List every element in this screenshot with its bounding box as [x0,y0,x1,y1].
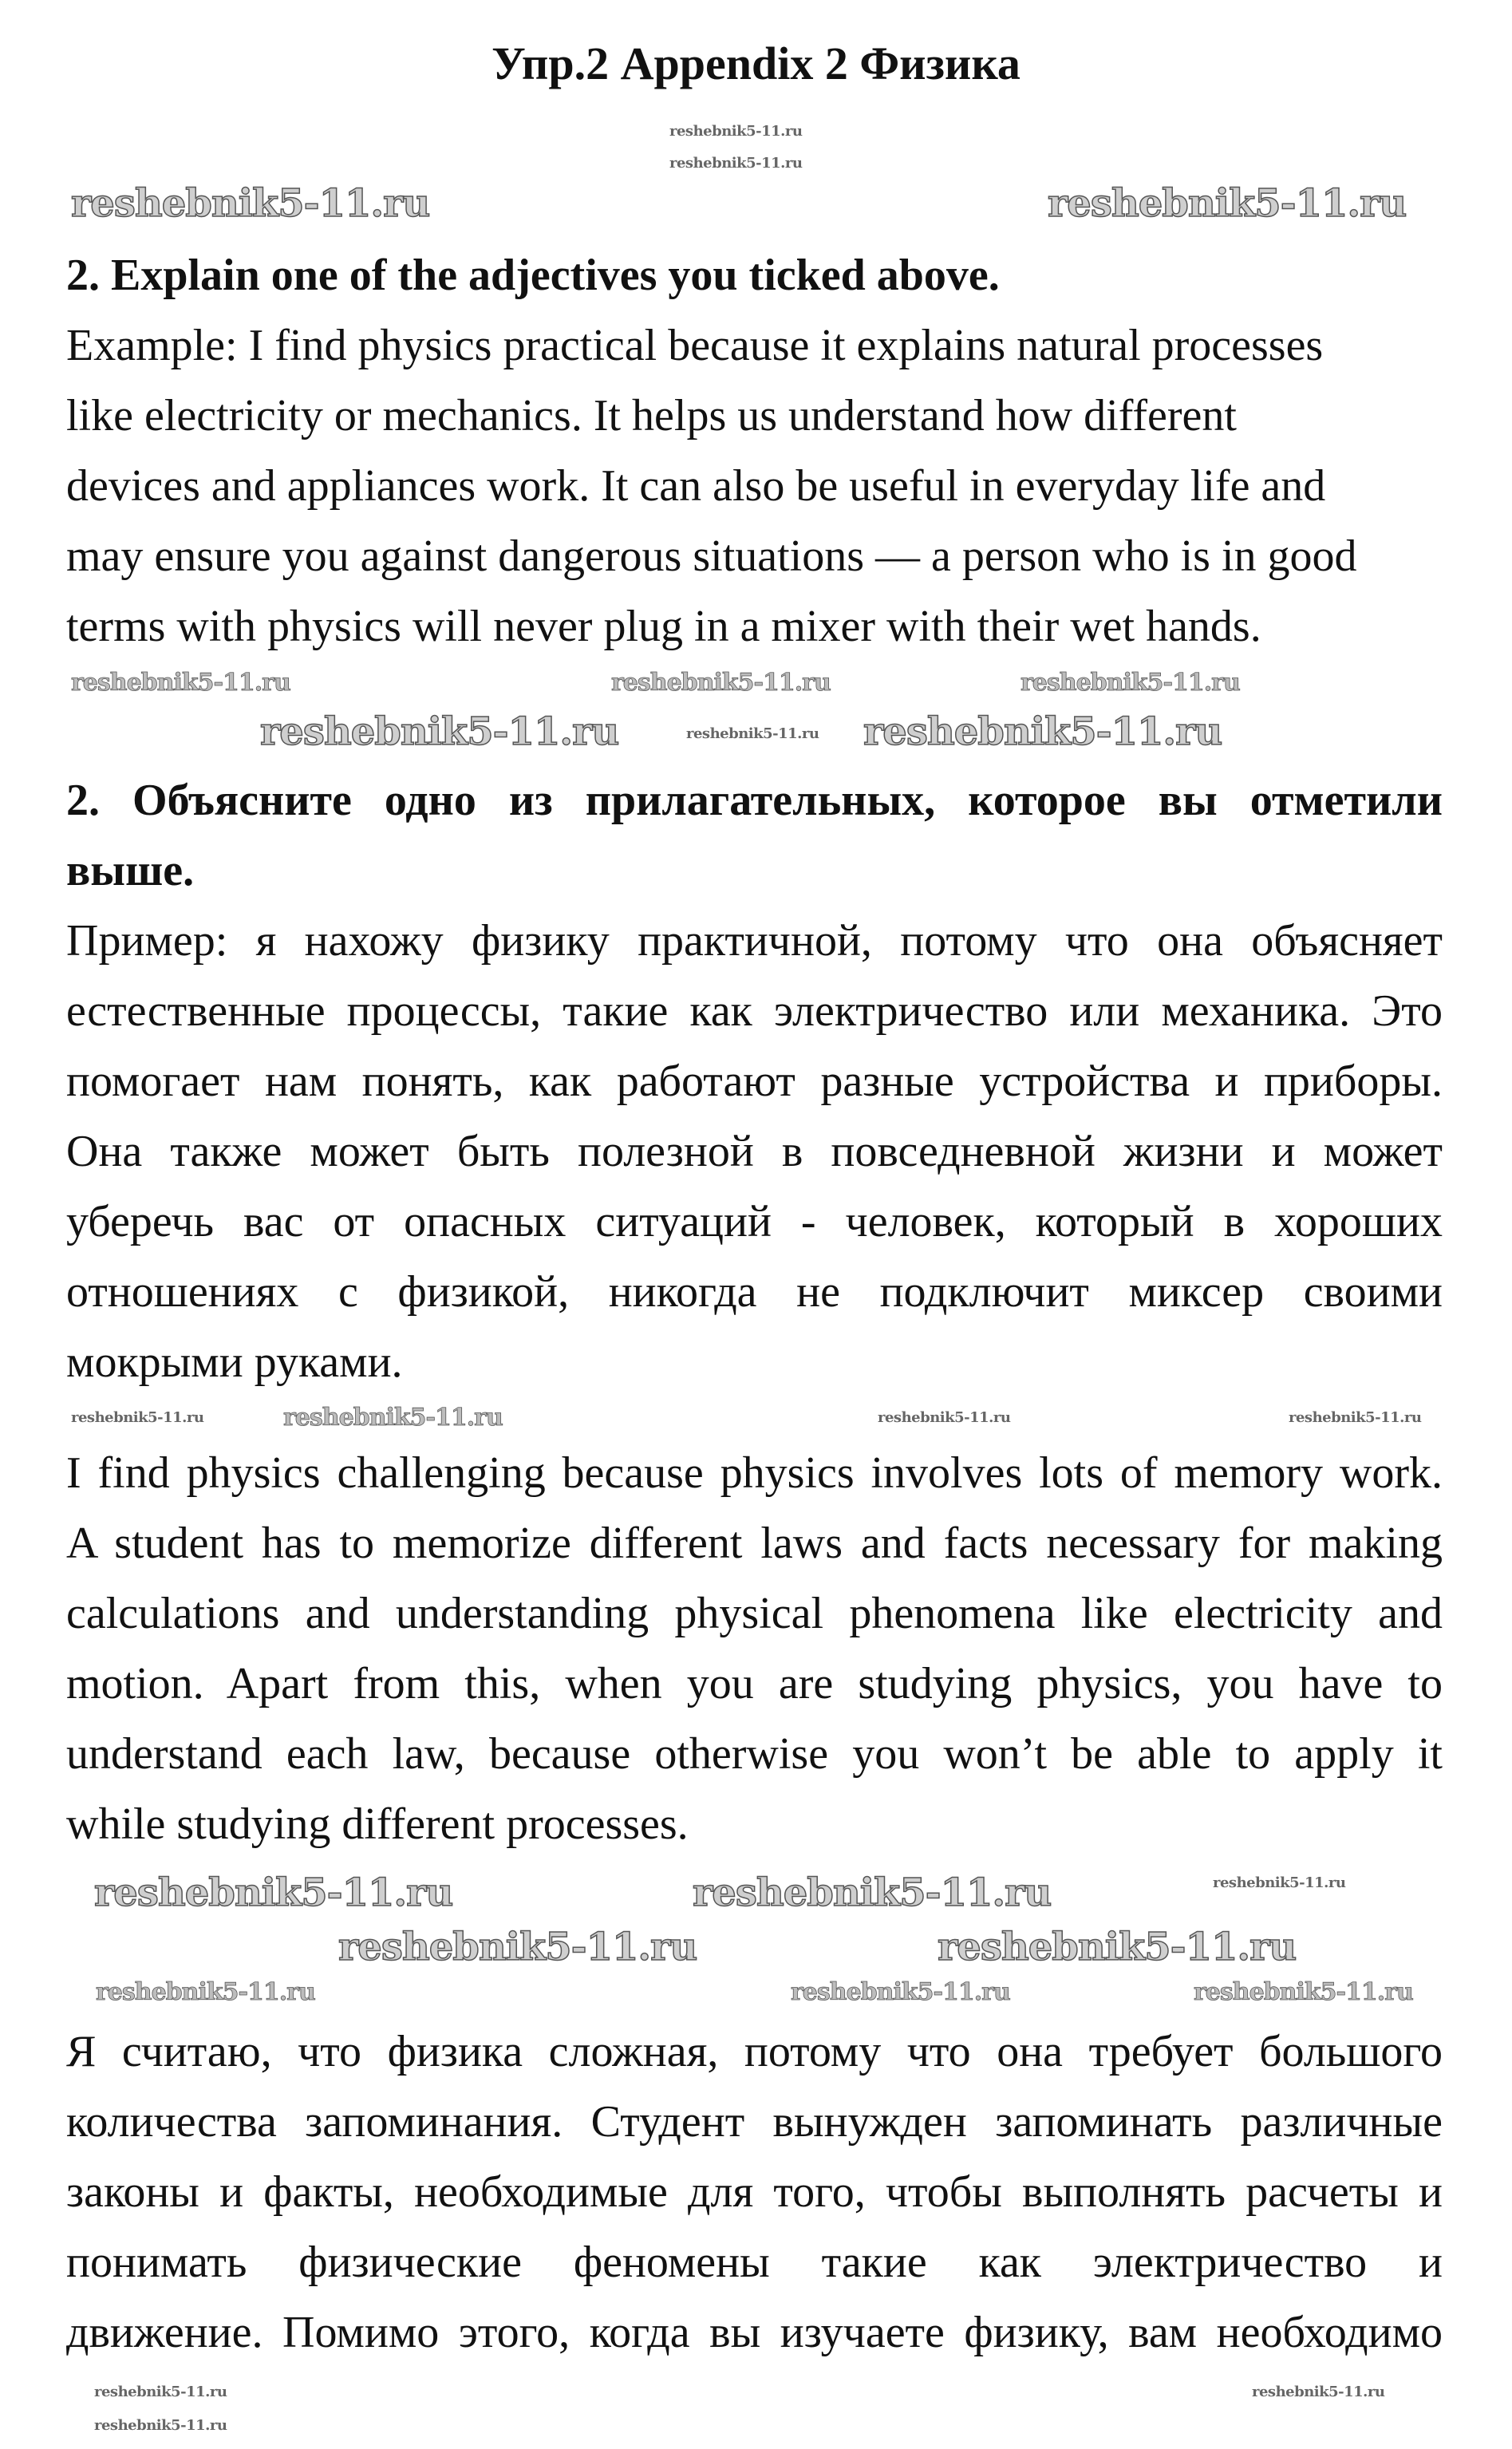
section-english-task [66,240,1443,662]
text-line: количества запоминания. Студент вынужден запоминать различные [66,2097,1443,2147]
section-russian-example [66,906,1443,1397]
text-line: естественные процессы, такие как электричество или механика. Это [66,986,1443,1036]
text-line: I find physics challenging because physics involves lots of memory work. [66,1448,1443,1498]
watermark: reshebnik5-11.ru [611,669,831,697]
text-line: understand each law, because otherwise you won’t be able to apply it [66,1729,1443,1779]
watermark: reshebnik5-11.ru [71,1409,204,1426]
task-heading-ru: выше. [66,846,195,895]
watermark: reshebnik5-11.ru [878,1409,1011,1426]
watermark: reshebnik5-11.ru [938,1925,1297,1969]
text-line: уберечь вас от опасных ситуаций - человек, который в хороших [66,1197,1443,1246]
text-line: calculations and understanding physical phenomena like electricity and [66,1589,1443,1638]
watermark: reshebnik5-11.ru [863,709,1222,754]
answer-russian [66,2016,1443,2368]
text-line: terms with physics will never plug in a mixer with their wet hands. [66,602,1261,651]
text-line: Я считаю, что физика сложная, потому что она требует большого [66,2027,1443,2076]
answer-english [66,1438,1443,1859]
text-line: devices and appliances work. It can also be useful in everyday life and [66,461,1326,511]
text-line: отношениях с физикой, никогда не подключит миксер своими [66,1267,1443,1317]
watermark: reshebnik5-11.ru [283,1404,503,1432]
text-line: motion. Apart from this, when you are studying physics, you have to [66,1659,1443,1708]
text-line: мокрыми руками. [66,1337,403,1387]
page-title: Упр.2 Appendix 2 Физика [491,38,1021,89]
watermark: reshebnik5-11.ru [686,725,819,742]
text-line: понимать физические феномены такие как электричество и [66,2238,1443,2287]
text-line: движение. Помимо этого, когда вы изучаете физику, вам необходимо [66,2308,1443,2357]
text-line: Она также может быть полезной в повседневной жизни и может [66,1127,1443,1176]
text-line: like electricity or mechanics. It helps us understand how different [66,391,1237,440]
watermark: reshebnik5-11.ru [260,709,619,754]
watermark: reshebnik5-11.ru [1021,669,1240,697]
text-line: помогает нам понять, как работают разные устройства и приборы. [66,1057,1443,1106]
task-heading-ru: 2. Объясните одно из прилагательных, которое вы отметили [66,776,1443,825]
watermark: reshebnik5-11.ru [1194,1978,1413,2006]
watermark: reshebnik5-11.ru [791,1978,1010,2006]
text-line: while studying different processes. [66,1799,689,1849]
watermark: reshebnik5-11.ru [71,181,430,226]
watermark: reshebnik5-11.ru [669,155,803,172]
watermark: reshebnik5-11.ru [71,669,290,697]
text-line: Example: I find physics practical because it explains natural processes [66,321,1324,370]
watermark: reshebnik5-11.ru [94,2384,227,2400]
watermark: reshebnik5-11.ru [94,2417,227,2434]
task-heading-en: 2. Explain one of the adjectives you ticked above. [66,251,1000,300]
text-line: A student has to memorize different laws and facts necessary for making [66,1519,1443,1568]
text-line: законы и факты, необходимые для того, чтобы выполнять расчеты и [66,2167,1443,2217]
watermark: reshebnik5-11.ru [1213,1874,1346,1891]
watermark: reshebnik5-11.ru [669,123,803,140]
watermark: reshebnik5-11.ru [338,1925,697,1969]
text-line: Пример: я нахожу физику практичной, потому что она объясняет [66,916,1443,966]
watermark: reshebnik5-11.ru [1048,181,1407,226]
watermark: reshebnik5-11.ru [96,1978,315,2006]
watermark: reshebnik5-11.ru [1252,2384,1385,2400]
watermark: reshebnik5-11.ru [1289,1409,1422,1426]
watermark: reshebnik5-11.ru [693,1870,1052,1915]
text-line: may ensure you against dangerous situations — a person who is in good [66,531,1357,581]
section-russian-heading [66,765,1443,906]
watermark: reshebnik5-11.ru [94,1870,453,1915]
